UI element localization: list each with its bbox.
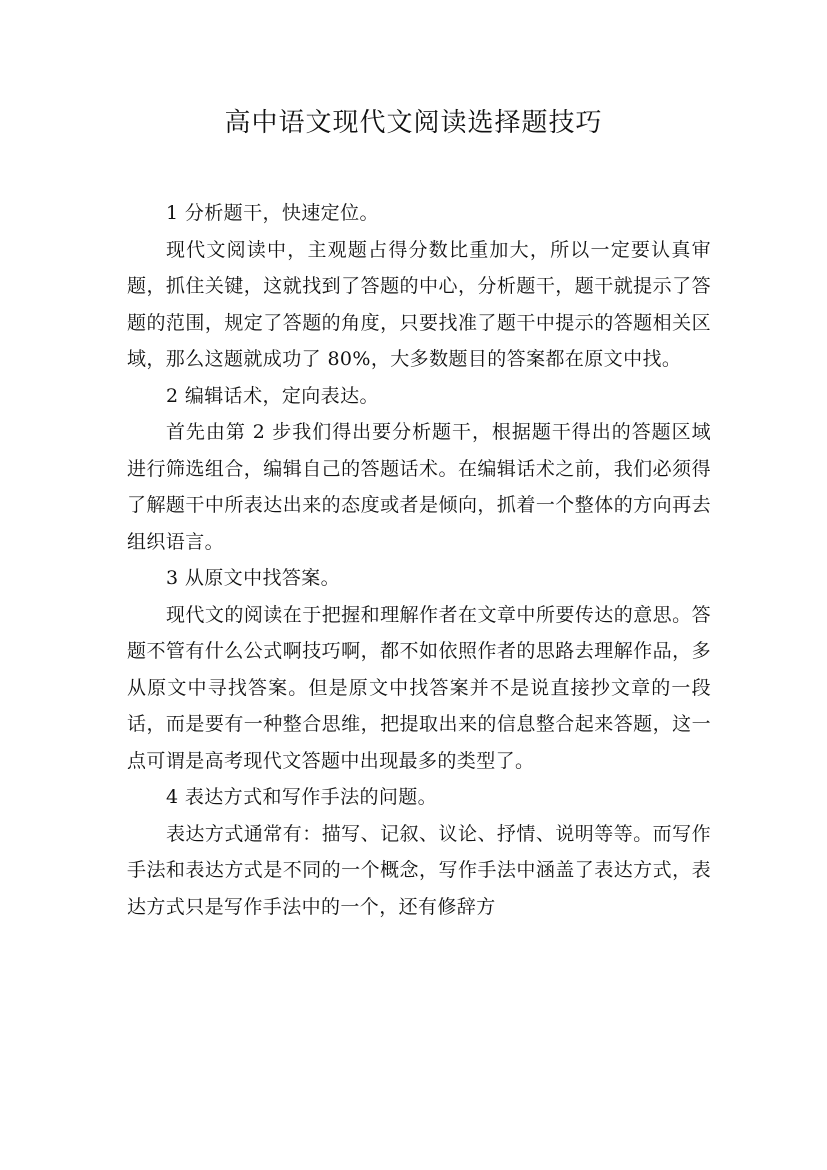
section-heading-4: 4 表达方式和写作手法的问题。: [165, 786, 438, 808]
body-paragraph-2: 首先由第 2 步我们得出要分析题干，根据题干得出的答题区域进行筛选组合，编辑自己的答题话术。在编辑话术之前，我们必须得了解题干中所表达出来的态度或者是倾向，抓着一个整体的方向再去组织语言。: [127, 421, 711, 553]
body-paragraph-4: 表达方式通常有：描写、记叙、议论、抒情、说明等等。而写作手法和表达方式是不同的一个概念，写作手法中涵盖了表达方式，表达方式只是写作手法中的一个，还有修辞方: [127, 822, 711, 918]
document-title: 高中语文现代文阅读选择题技巧: [224, 108, 603, 138]
body-paragraph-3: 现代文的阅读在于把握和理解作者在文章中所要传达的意思。答题不管有什么公式啊技巧啊，都不如依照作者的思路去理解作品，多从原文中寻找答案。但是原文中找答案并不是说直接抄文章的一段话，而是要有一种整合思维，把提取出来的信息整合起来答题，这一点可谓是高考现代文答题中出现最多的类型了。: [127, 603, 711, 772]
section-heading-1: 1 分析题干，快速定位。: [165, 202, 379, 224]
document-body: [127, 195, 711, 925]
section-heading-2: 2 编辑话术，定向表达。: [165, 384, 379, 407]
body-paragraph-1: 现代文阅读中，主观题占得分数比重加大，所以一定要认真审题，抓住关键，这就找到了答题的中心，分析题干，题干就提示了答题的范围，规定了答题的角度，只要找准了题干中提示的答题相关区域，那么这题就成功了 80%，大多数题目的答案都在原文中找。: [127, 238, 711, 370]
section-heading-3: 3 从原文中找答案。: [165, 567, 341, 589]
